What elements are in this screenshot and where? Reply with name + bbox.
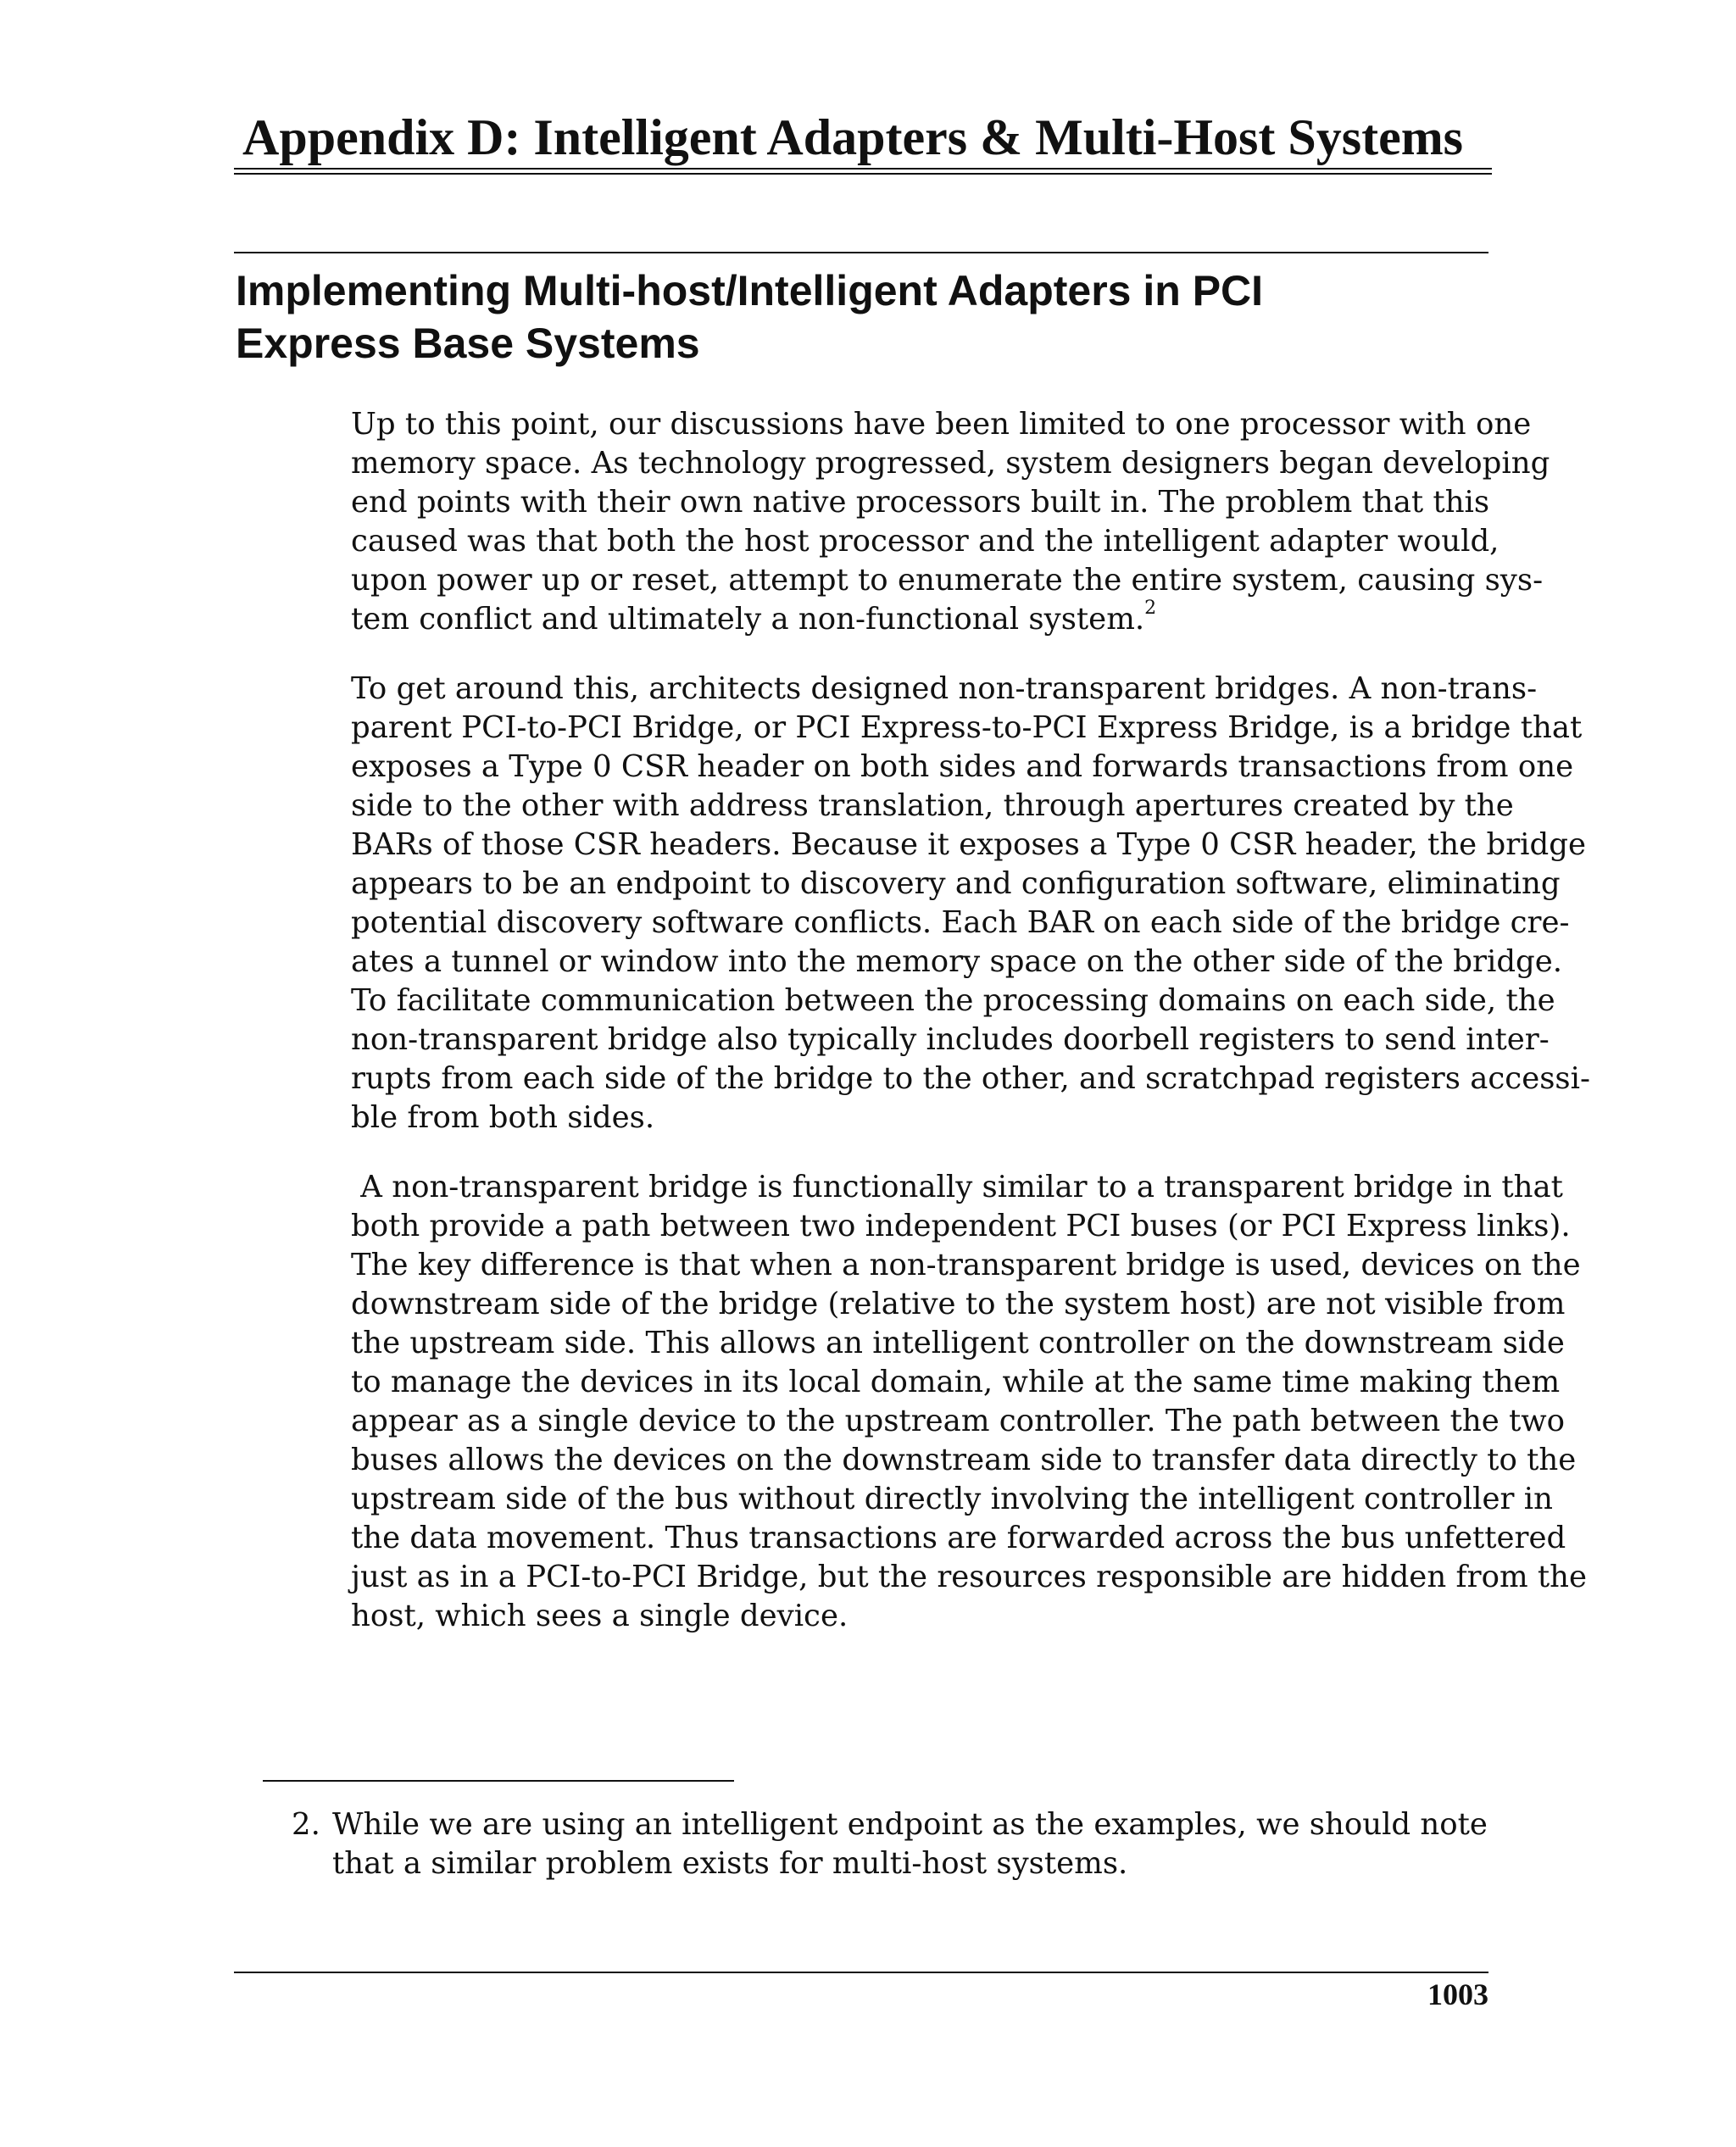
text-line: to manage the devices in its local domain, while at the same time making them (351, 1365, 1561, 1399)
footnote-line-2: that a similar problem exists for multi-host systems. (332, 1846, 1128, 1881)
text-line: Up to this point, our discussions have been limited to one processor with one (351, 407, 1532, 442)
text-line: just as in a PCI-to-PCI Bridge, but the resources responsible are hidden from the (351, 1560, 1588, 1594)
footnote-text (332, 1805, 1488, 1883)
text-line: the upstream side. This allows an intelligent controller on the downstream side (351, 1326, 1565, 1360)
text-line: non-transparent bridge also typically includes doorbell registers to send inter- (351, 1022, 1550, 1057)
text-line: side to the other with address translation, through apertures created by the (351, 788, 1514, 823)
text-line: parent PCI-to-PCI Bridge, or PCI Express-to-PCI Express Bridge, is a bridge that (351, 710, 1583, 745)
text-line: exposes a Type 0 CSR header on both sides and forwards transactions from one (351, 749, 1574, 784)
text-line-content: tem conflict and ultimately a non-functional system. (351, 602, 1145, 637)
footer-rule (234, 1972, 1488, 1973)
paragraph-2 (351, 670, 1590, 1137)
footnote-separator (263, 1780, 734, 1782)
text-line: appear as a single device to the upstream controller. The path between the two (351, 1404, 1566, 1438)
text-line: ble from both sides. (351, 1100, 655, 1135)
text-line: the data movement. Thus transactions are forwarded across the bus unfettered (351, 1521, 1566, 1555)
text-line: To facilitate communication between the processing domains on each side, the (351, 983, 1555, 1018)
footnote-ref[interactable]: 2 (1144, 598, 1157, 619)
text-line: host, which sees a single device. (351, 1599, 849, 1633)
text-line: end points with their own native processors built in. The problem that this (351, 485, 1490, 520)
header-rule-top (234, 168, 1492, 170)
text-line: rupts from each side of the bridge to the other, and scratchpad registers accessi- (351, 1061, 1590, 1096)
text-line: BARs of those CSR headers. Because it exposes a Type 0 CSR header, the bridge (351, 827, 1586, 862)
text-line: ates a tunnel or window into the memory space on the other side of the bridge. (351, 944, 1563, 979)
text-line: A non-transparent bridge is functionally similar to a transparent bridge in that (351, 1170, 1563, 1204)
text-line-last (351, 600, 1488, 639)
text-line: downstream side of the bridge (relative to the system host) are not visible from (351, 1287, 1566, 1321)
text-line: upstream side of the bus without directly involving the intelligent controller in (351, 1482, 1553, 1516)
footnote-number: 2. (292, 1807, 320, 1842)
header-rule-bottom (234, 173, 1492, 175)
text-line: To get around this, architects designed non-transparent bridges. A non-trans- (351, 671, 1538, 706)
paragraph-3 (351, 1168, 1588, 1636)
text-line: potential discovery software conflicts. Each BAR on each side of the bridge cre- (351, 905, 1570, 940)
section-heading-line-2: Express Base Systems (236, 320, 700, 367)
text-line: upon power up or reset, attempt to enumerate the entire system, causing sys- (351, 563, 1544, 598)
text-line: appears to be an endpoint to discovery and configuration software, eliminating (351, 866, 1561, 901)
chapter-title: Appendix D: Intelligent Adapters & Multi-Host Systems (242, 109, 1464, 165)
page-number: 1003 (1427, 1977, 1488, 2011)
footnote-line-1: While we are using an intelligent endpoint as the examples, we should note (332, 1807, 1488, 1842)
section-rule (234, 252, 1488, 253)
section-heading-line-1: Implementing Multi-host/Intelligent Adapters in PCI (236, 267, 1264, 314)
text-line: buses allows the devices on the downstream side to transfer data directly to the (351, 1443, 1577, 1477)
text-line: memory space. As technology progressed, system designers began developing (351, 446, 1550, 481)
text-line: The key difference is that when a non-transparent bridge is used, devices on the (351, 1248, 1581, 1282)
text-line: both provide a path between two independent PCI buses (or PCI Express links). (351, 1209, 1571, 1243)
paragraph-1 (351, 405, 1550, 639)
section-heading (236, 264, 1490, 370)
text-line: caused was that both the host processor and the intelligent adapter would, (351, 524, 1500, 559)
